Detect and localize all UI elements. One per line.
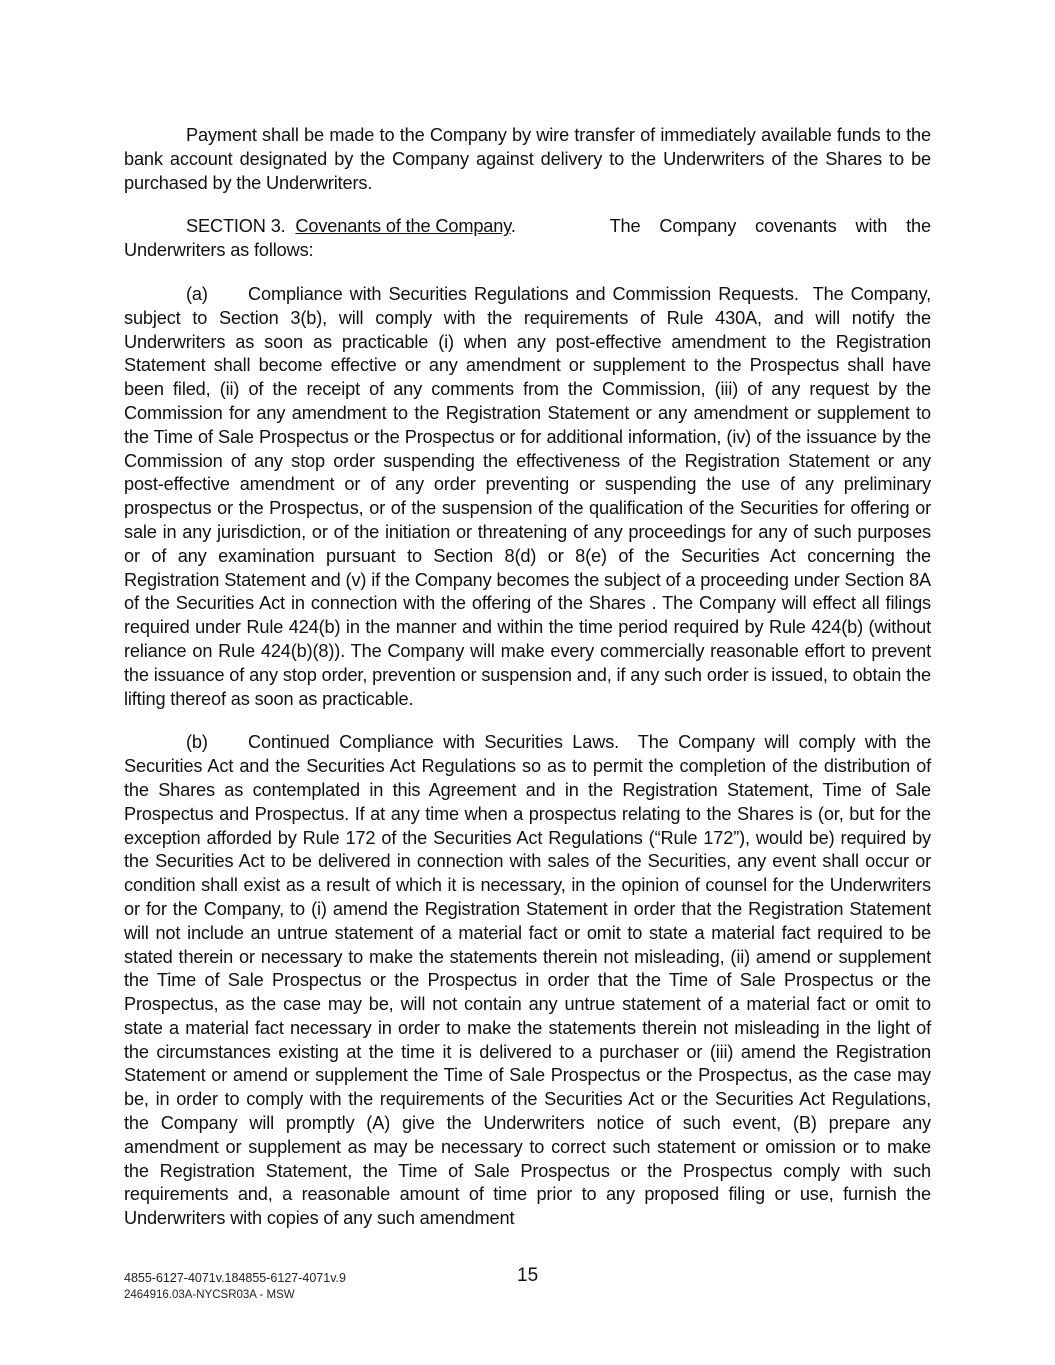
- section-title-period: .: [510, 216, 516, 237]
- footer-doc-id: 4855-6127-4071v.184855-6127-4071v.9: [124, 1271, 346, 1285]
- section-3-heading: [124, 215, 931, 263]
- footer-doc-ids: [124, 1270, 346, 1304]
- clause-a-label: (a): [186, 283, 208, 304]
- section-intro-rest: The Company covenants with the: [609, 216, 931, 237]
- section-number: SECTION 3.: [186, 216, 286, 237]
- section-intro-line2: Underwriters as follows:: [124, 240, 314, 261]
- clause-b-label: (b): [186, 732, 208, 753]
- footer-ref: 2464916.03A-NYCSR03A - MSW: [124, 1289, 295, 1301]
- clause-a-body: The Company, subject to Section 3(b), will comply with the requirements of Rule 430A, and will notify the Underwriters as soon as practicable (i) when any post-effective amendment to the Registration Statement shall become effective or any amendment or supplement to the Prospectus shall have been filed, (ii) of the receipt of any comments from the Commission, (iii) of any request by the Commission for any amendment to the Registration Statement or any amendment or supplement to the Time of Sale Prospectus or the Prospectus or for additional information, (iv) of the issuance by the Commission of any stop order suspending the effectiveness of the Registration Statement or any post-effective amendment or of any order preventing or suspending the use of any preliminary prospectus or the Prospectus, or of the suspension of the qualification of the Securities for offering or sale in any jurisdiction, or of the initiation or threatening of any proceedings for any of such purposes or of any examination pursuant to Section 8(d) or 8(e) of the Securities Act concerning the Registration Statement and (v) if the Company becomes the subject of a proceeding under Section 8A of the Securities Act in connection with the offering of the Shares . The Company will effect all filings required under Rule 424(b) in the manner and within the time period required by Rule 424(b) (without reliance on Rule 424(b)(8)). The Company will make every commercially reasonable effort to prevent the issuance of any stop order, prevention or suspension and, if any such order is issued, to obtain the lifting thereof as soon as practicable.: [124, 283, 932, 709]
- clause-a-heading: Compliance with Securities Regulations and Commission Requests.: [248, 283, 799, 304]
- clause-b-heading: Continued Compliance with Securities Laws.: [248, 732, 620, 753]
- payment-paragraph: Payment shall be made to the Company by wire transfer of immediately available funds to the bank account designated by the Company against delivery to the Underwriters of the Shares to be purchased by the Underwriters.: [124, 125, 931, 193]
- section-3-line1: [124, 215, 931, 239]
- section-title: Covenants of the Company: [295, 216, 511, 237]
- section-3-lead: [124, 215, 516, 239]
- page-number: 15: [517, 1265, 539, 1286]
- clause-b-body: The Company will comply with the Securities Act and the Securities Act Regulations so as to permit the completion of the distribution of the Shares as contemplated in this Agreement and in the Registration Statement, Time of Sale Prospectus and Prospectus. If at any time when a prospectus relating to the Shares is (or, but for the exception afforded by Rule 172 of the Securities Act Regulations (“Rule 172”), would be) required by the Securities Act to be delivered in connection with sales of the Securities, any event shall occur or condition shall exist as a result of which it is necessary, in the opinion of counsel for the Underwriters or for the Company, to (i) amend the Registration Statement in order that the Registration Statement will not include an untrue statement of a material fact or omit to state a material fact required to be stated therein or necessary to make the statements therein not misleading, (ii) amend or supplement the Time of Sale Prospectus or the Prospectus in order that the Time of Sale Prospectus or the Prospectus, as the case may be, will not contain any untrue statement of a material fact or omit to state a material fact necessary in order to make the statements therein not misleading in the light of the circumstances existing at the time it is delivered to a purchaser or (iii) amend the Registration Statement or amend or supplement the Time of Sale Prospectus or the Prospectus, as the case may be, in order to comply with the requirements of the Securities Act or the Securities Act Regulations, the Company will promptly (A) give the Underwriters notice of such event, (B) prepare any amendment or supplement as may be necessary to correct such statement or omission or to make the Registration Statement, the Time of Sale Prospectus or the Prospectus comply with such requirements and, a reasonable amount of time prior to any proposed filing or use, furnish the Underwriters with copies of any such amendment: [124, 732, 931, 1229]
- document-page: [124, 124, 931, 1231]
- clause-b-paragraph: [124, 731, 931, 1231]
- clause-a-paragraph: [124, 283, 931, 711]
